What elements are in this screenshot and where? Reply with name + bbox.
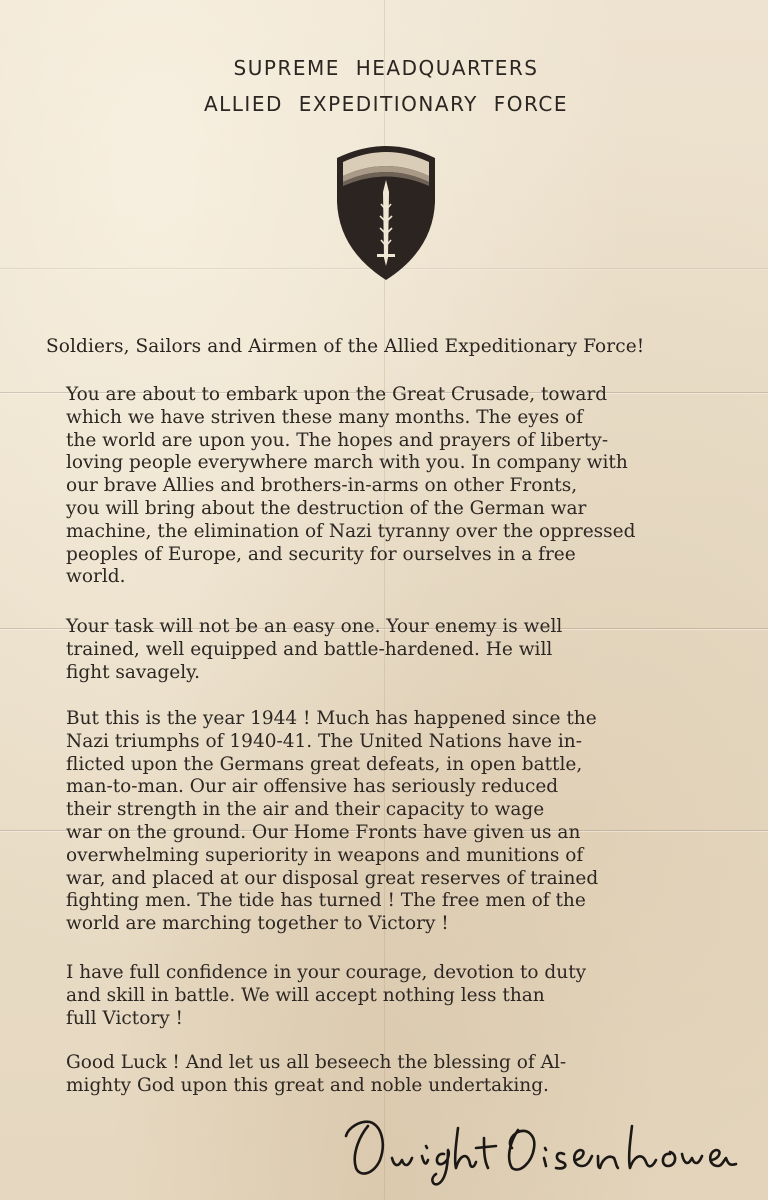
header-line-2: ALLIED EXPEDITIONARY FORCE <box>203 92 569 116</box>
paragraph-4: I have full confidence in your courage, devotion to duty and skill in battle. We will accept nothing less than full Victory ! <box>66 962 587 1029</box>
eisenhower-signature <box>340 1108 740 1198</box>
paragraph-5: Good Luck ! And let us all beseech the blessing of Al- mighty God upon this great and noble undertaking. <box>66 1052 567 1096</box>
shaef-insignia-icon <box>333 140 439 282</box>
paragraph-3: But this is the year 1944 ! Much has happened since the Nazi triumphs of 1940-41. The United Nations have in- flicted upon the Germans great defeats, in open battle, man-to-man. Our air offensive has seriously reduced their strength in the air and their capacity to wage war on the ground. Our Home Fronts have given us an overwhelming superiority in weapons and munitions of war, and placed at our disposal great reserves of trained fighting men. The tide has turned ! The free men of the world are marching together to Victory ! <box>66 708 599 935</box>
salutation: Soldiers, Sailors and Airmen of the Allied Expeditionary Force! <box>46 336 645 357</box>
paragraph-2: Your task will not be an easy one. Your enemy is well trained, well equipped and battle-hardened. He will fight savagely. <box>66 616 563 683</box>
paragraph-1: You are about to embark upon the Great Crusade, toward which we have striven these many months. The eyes of the world are upon you. The hopes and prayers of liberty- loving people everywhere march with you. In company with our brave Allies and brothers-in-arms on other Fronts, you will bring about the destruction of the German war machine, the elimination of Nazi tyranny over the oppressed peoples of Europe, and security for ourselves in a free world. <box>66 384 636 588</box>
header-line-1: SUPREME HEADQUARTERS <box>233 56 539 80</box>
